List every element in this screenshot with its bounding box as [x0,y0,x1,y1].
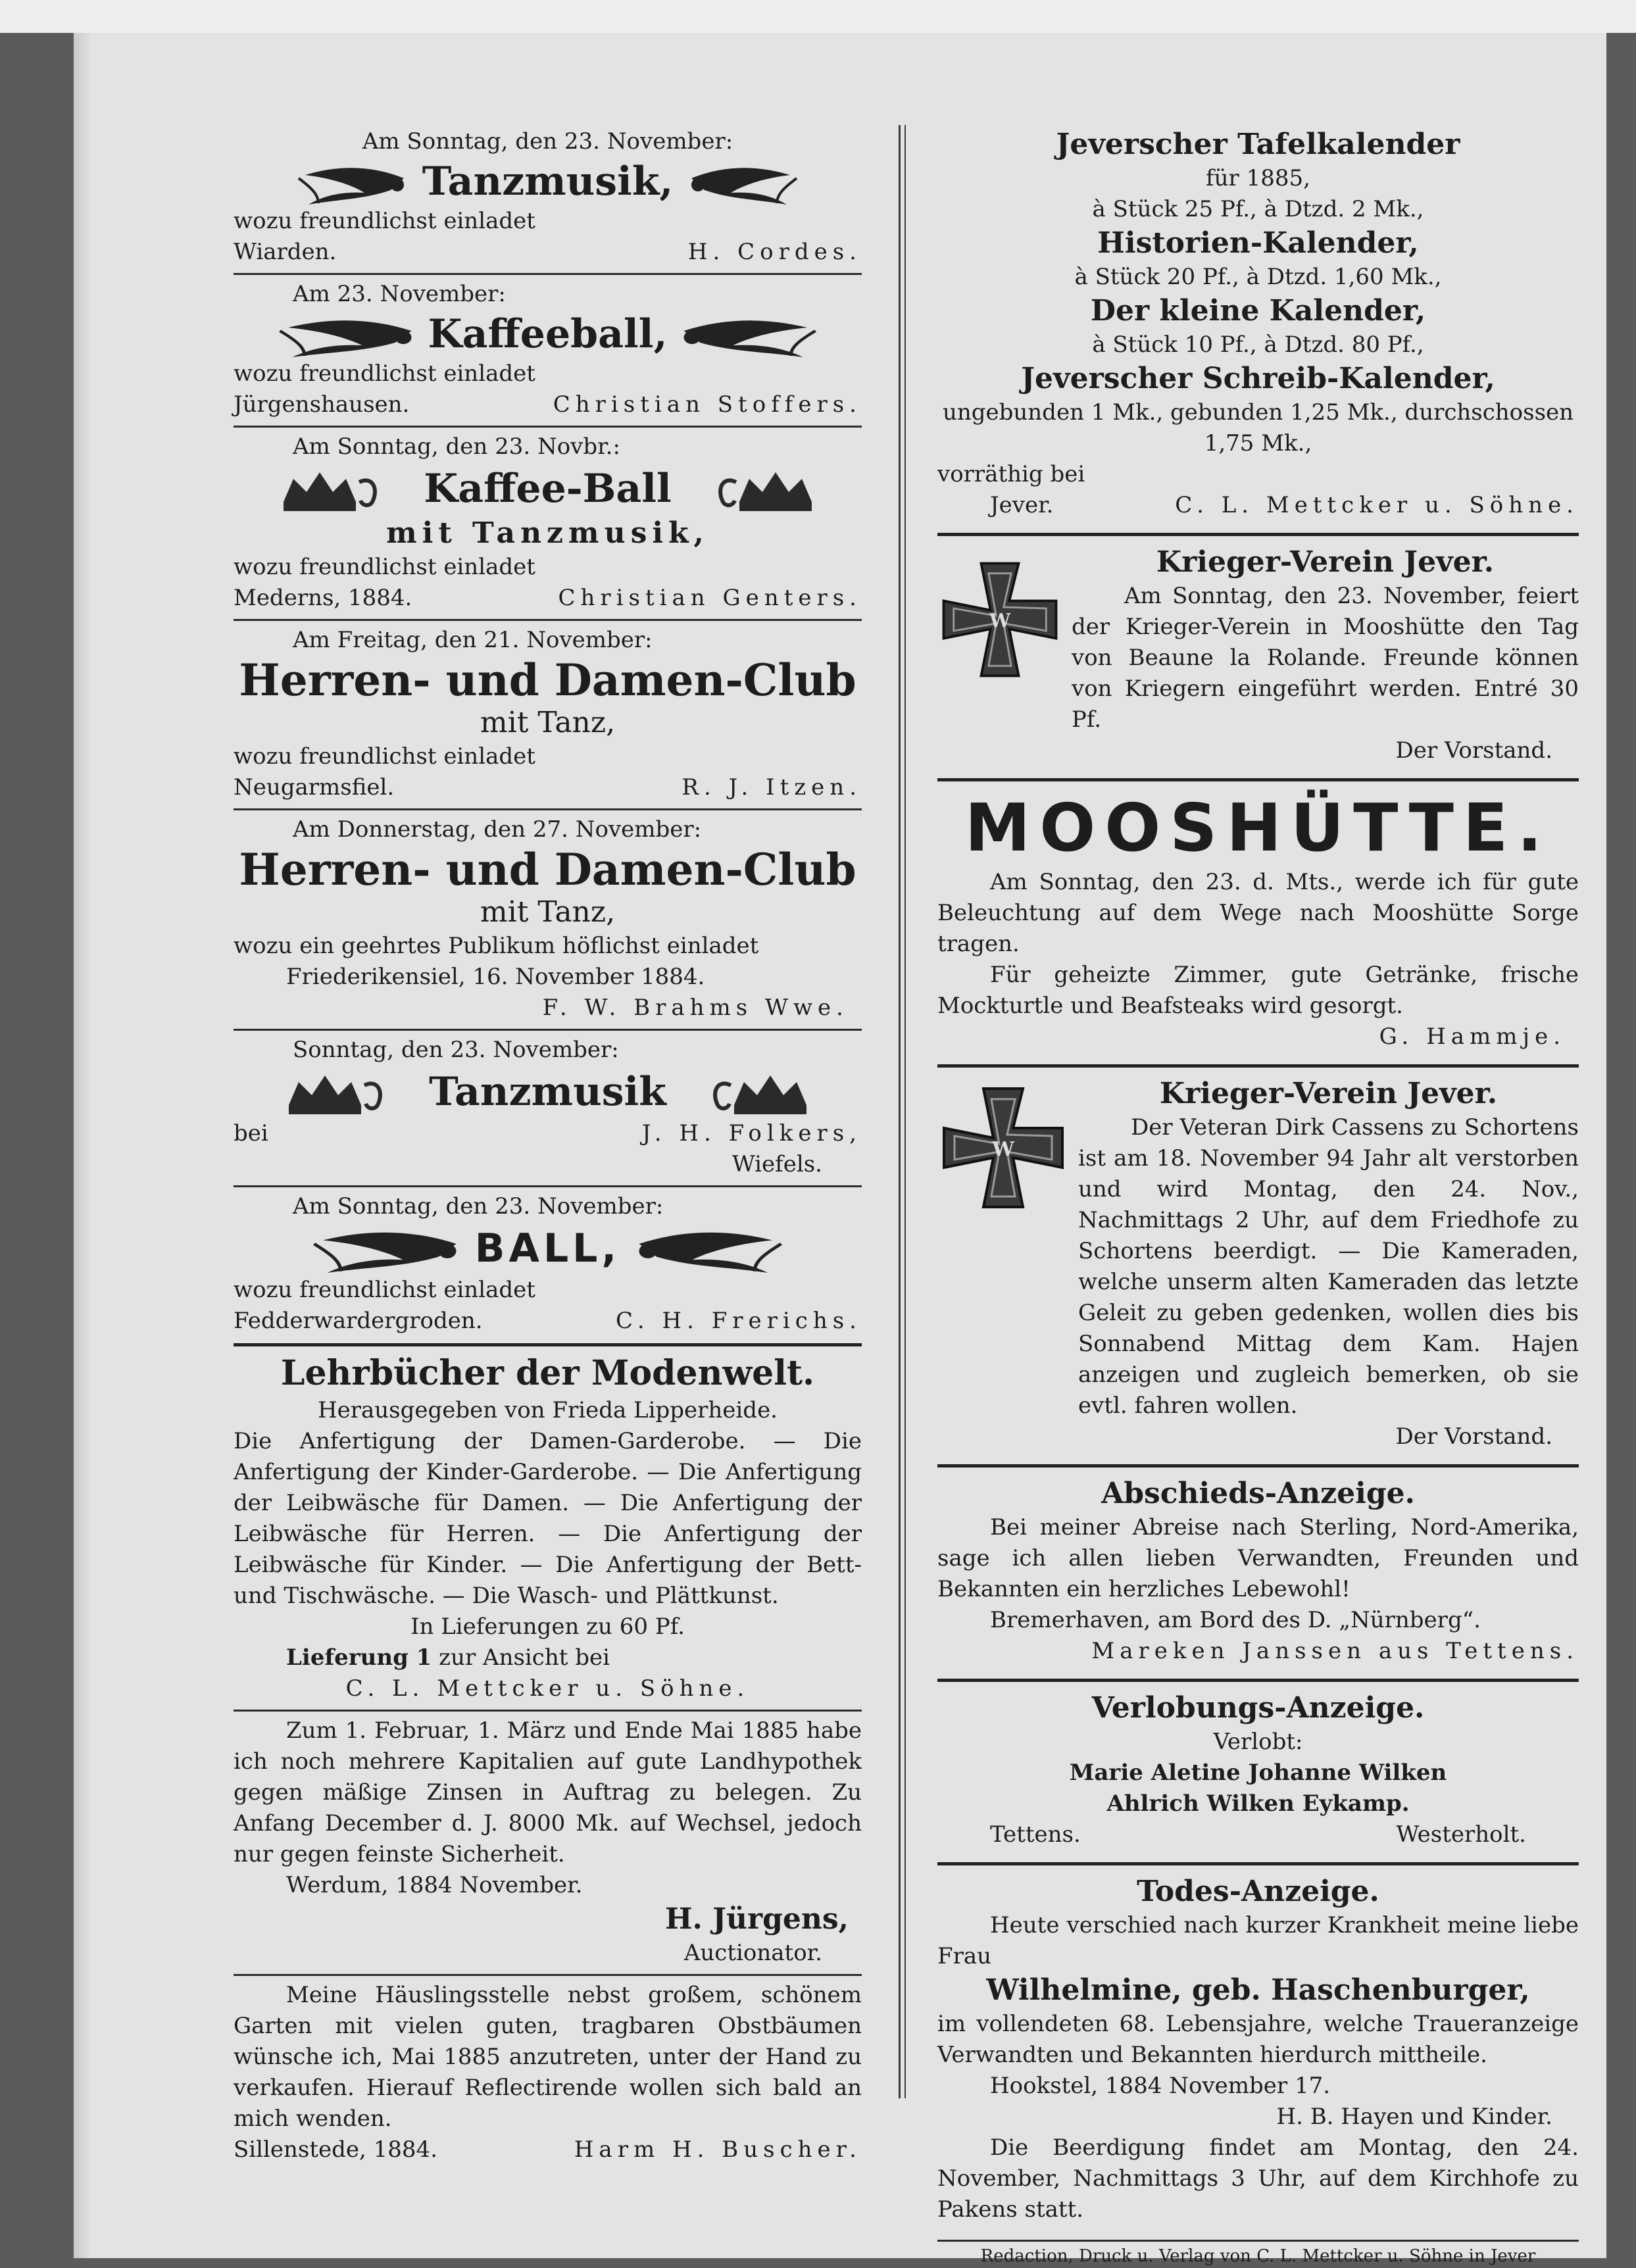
ad-place-2: Westerholt. [1396,1821,1526,1848]
ad-verlobung [937,1689,1579,1853]
calendar-place: Jever. [990,492,1054,518]
ad-host: Christian Genters. [558,585,862,611]
ad-place-1: Tettens. [990,1821,1081,1848]
leaf-ornament-icon [305,1222,463,1275]
ad-invite: wozu freundlichst einladet [234,743,535,770]
ad-sample-text: zur Ansicht bei [432,1644,610,1671]
ad-separator [234,619,862,621]
ad-date: Sonntag, den 23. November: [293,1037,619,1063]
ad-separator [234,808,862,810]
ad-title: Herren- und Damen-Club [239,654,856,706]
ad-mooshuette [937,788,1579,1055]
ad-host: Christian Stoffers. [553,391,862,418]
calendar-vendor: C. L. Mettcker u. Söhne. [1175,492,1579,518]
leaf-ornament-icon [272,311,416,357]
ad-title: Herren- und Damen-Club [239,844,856,895]
ad-title: Tanzmusik [429,1069,666,1115]
ad-invite: wozu ein geehrtes Publikum höflichst einladet [234,933,759,959]
leaf-ornament-icon [632,1222,790,1275]
ad-place: Hookstel, 1884 November 17. [990,2073,1331,2099]
ad-invite: wozu freundlichst einladet [234,1277,535,1303]
ad-separator [234,1185,862,1187]
ad-name: Harm H. Buscher. [574,2136,862,2163]
ad-sign: Der Vorstand. [1395,1423,1552,1450]
ad-deceased: Wilhelmine, geb. Haschenburger, [986,1973,1530,2007]
ad-abschied [937,1474,1579,1669]
ad-invite: wozu freundlichst einladet [234,208,535,234]
ad-sign: H. B. Hayen und Kinder. [1276,2104,1552,2130]
ad-bei: bei [234,1120,268,1146]
ad-subtitle: mit Tanzmusik, [386,516,709,550]
ad-body: Am Sonntag, den 23. November, feiert der Krieger-Verein in Mooshütte den Tag von Beaune la Rolande. Freunde können von Kriegern eingeführt werden. Entré 30 Pf. [1072,583,1579,733]
scan-top-margin [0,0,1636,33]
ad-name: H. Jürgens, [664,1902,849,1936]
ad-place: Neugarmsfiel. [234,774,395,801]
ad-date: Am Freitag, den 21. November: [293,627,653,653]
ad-title: Abschieds-Anzeige. [1101,1477,1415,1510]
ad-title: Verlobungs-Anzeige. [1091,1691,1425,1725]
ad-separator [234,273,862,275]
ad-body: Die Anfertigung der Damen-Garderobe. — Die Anfertigung der Kinder-Garderobe. — Die Anfertigung der Leibwäsche für Damen. — Die Anfertigung der Leibwäsche für Herren. — Die Anfertigung der Leibwäsche für Kinder. — Die Anfertigung der Bett- und Tischwäsche. — Die Wasch- und Plättkunst. [234,1428,862,1609]
calendar-title-2: Historien-Kalender, [1097,226,1419,260]
ad-separator [234,426,862,428]
calendar-title-1: Jeverscher Tafelkalender [1056,128,1460,161]
ad-editor: Herausgegeben von Frieda Lipperheide. [317,1397,778,1423]
ad-title: Kaffeeball, [428,311,668,357]
ad-sign: G. Hammje. [1379,1023,1566,1050]
ad-title: Todes-Anzeige. [1137,1875,1379,1908]
ad-date: Am Donnerstag, den 27. November: [293,816,702,843]
ad-place: Fedderwardergroden. [234,1308,483,1334]
ad-host: C. H. Frerichs. [616,1308,862,1334]
iron-cross-icon [937,557,1062,682]
ad-body: Heute verschied nach kurzer Krankheit meine liebe Frau [937,1912,1579,1969]
ad-club-friederikensiel [234,813,862,1026]
ad-lehrbuecher-modenwelt [234,1350,862,1707]
ad-host: R. J. Itzen. [682,774,862,801]
ad-title: MOOSHÜTTE. [964,789,1552,866]
ad-separator [937,778,1579,781]
ad-separator [937,2240,1579,2242]
ad-date: Am Sonntag, den 23. November: [293,1193,664,1220]
calendar-title-3: Der kleine Kalender, [1090,294,1426,328]
ad-body: im vollendeten 68. Lebensjahre, welche Traueranzeige Verwandten und Bekannten hierdurch mittheile. [937,2011,1579,2068]
ad-krieger-verein-2 [937,1074,1579,1455]
ad-invite: wozu freundlichst einladet [234,554,535,580]
ad-name-groom: Ahlrich Wilken Eykamp. [1106,1790,1410,1817]
calendar-stock: vorräthig bei [937,461,1085,487]
ad-tanzmusik-wiefels [234,1033,862,1183]
leaf-ornament-icon [292,159,410,205]
crown-ornament-icon [678,1066,810,1118]
ad-separator [234,1029,862,1031]
leaf-ornament-icon [685,159,803,205]
calendar-price: à Stück 20 Pf., à Dtzd. 1,60 Mk., [1074,264,1442,290]
ad-separator [937,533,1579,536]
ad-body: Für geheizte Zimmer, gute Getränke, frische Mockturtle und Beafsteaks wird gesorgt. [937,962,1579,1019]
ad-haeuslingsstelle-sillenstede [234,1979,862,2168]
ad-date: Am 23. November: [293,281,506,307]
ad-separator [937,1464,1579,1467]
ad-sign: Der Vorstand. [1395,737,1552,764]
ad-body: Meine Häuslingsstelle nebst großem, schönem Garten mit vielen guten, tragbaren Obstbäumen wünsche ich, Mai 1885 anzutreten, unter der Hand zu verkaufen. Hierauf Reflectirende wollen sich bald an mich wenden. [234,1982,862,2132]
calendar-title-4: Jeverscher Schreib-Kalender, [1021,362,1495,395]
ad-delivery: In Lieferungen zu 60 Pf. [410,1614,685,1640]
calendar-line: für 1885, [1206,165,1310,191]
ad-role: Auctionator. [683,1940,822,1966]
ad-name: Mareken Janssen aus Tettens. [1091,1638,1579,1664]
right-column [937,125,1579,2268]
calendar-price: ungebunden 1 Mk., gebunden 1,25 Mk., durchschossen [942,399,1574,426]
ad-title: Tanzmusik, [422,159,674,205]
calendar-price: à Stück 25 Pf., à Dtzd. 2 Mk., [1092,196,1424,222]
page-binding-shadow [74,33,92,2258]
calendar-price: 1,75 Mk., [1204,430,1312,456]
ad-host: F. W. Brahms Wwe. [542,995,849,1021]
ad-body: Zum 1. Februar, 1. März und Ende Mai 1885 habe ich noch mehrere Kapitalien auf gute Landhypothek gegen mäßige Zinsen in Auftrag zu belegen. Zu Anfang December d. J. 8000 Mk. auf Wechsel, jedoch nur gegen feinste Sicherheit. [234,1717,862,1867]
ad-host: H. Cordes. [687,239,862,265]
ad-krieger-verein-1 [937,543,1579,769]
ad-body: Bei meiner Abreise nach Sterling, Nord-Amerika, sage ich allen lieben Verwandten, Freunden und Bekannten ein herzliches Lebewohl! [937,1514,1579,1602]
ad-title: Lehrbücher der Modenwelt. [280,1353,815,1393]
ad-club-neugarmssiel [234,624,862,806]
ad-separator [937,1862,1579,1865]
ad-place: Werdum, 1884 November. [286,1872,583,1898]
crown-ornament-icon [285,1066,417,1118]
ad-sample-bold: Lieferung 1 [286,1644,432,1671]
ad-place: Friederikensiel, 16. November 1884. [286,964,705,990]
leaf-ornament-icon [679,311,824,357]
iron-cross-icon [937,1082,1069,1214]
ad-date: Am Sonntag, den 23. November: [362,128,733,155]
ad-ball-fedderwardergroden [234,1190,862,1339]
ad-subtitle: mit Tanz, [480,706,616,739]
ad-place: Sillenstede, 1884. [234,2136,438,2163]
column-divider [899,125,906,2098]
ad-title: Krieger-Verein Jever. [1156,545,1495,579]
ad-place: Mederns, 1884. [234,585,412,611]
ad-kapitalien-werdum [234,1714,862,1971]
ad-date: Am Sonntag, den 23. Novbr.: [293,433,620,460]
ad-subtitle: mit Tanz, [480,895,616,929]
ad-body: Die Beerdigung findet am Montag, den 24. November, Nachmittags 3 Uhr, auf dem Kirchhofe zu Pakens statt. [937,2134,1579,2223]
crown-ornament-icon [280,462,412,515]
ad-separator [234,1974,862,1976]
ad-host: J. H. Folkers, [641,1120,862,1146]
ad-kalender [937,125,1579,524]
ad-vendor: C. L. Mettcker u. Söhne. [345,1675,750,1702]
ad-title: BALL, [474,1225,621,1271]
ad-separator [937,1679,1579,1682]
ad-separator [234,1710,862,1712]
crown-ornament-icon [683,462,815,515]
ad-kaffee-ball-mederns [234,430,862,616]
ad-label: Verlobt: [1213,1729,1303,1755]
ad-place: Wiefels. [731,1151,822,1177]
ad-place: Bremerhaven, am Bord des D. „Nürnberg“. [990,1607,1481,1633]
calendar-price: à Stück 10 Pf., à Dtzd. 80 Pf., [1092,332,1424,358]
ad-body: Am Sonntag, den 23. d. Mts., werde ich für gute Beleuchtung auf dem Wege nach Mooshütte Sorge tragen. [937,869,1579,957]
ad-todesanzeige [937,1872,1579,2228]
ad-title: Krieger-Verein Jever. [1159,1077,1498,1110]
ad-invite: wozu freundlichst einladet [234,360,535,387]
ad-body: Der Veteran Dirk Cassens zu Schortens ist am 18. November 94 Jahr alt verstorben und wird Montag, den 24. Nov., Nachmittags 2 Uhr, auf dem Friedhofe zu Schortens beerdigt. — Die Kameraden, welche unserm alten Kameraden das letzte Geleit zu geben gedenken, wollen dies bis Sonnabend Mittag dem Kam. Hajen anzeigen und zugleich bemerken, ob sie evtl. fahren wollen. [1078,1114,1579,1419]
ad-place: Wiarden. [234,239,337,265]
ad-kaffeeball-juergenshausen [234,278,862,423]
ad-place: Jürgenshausen. [234,391,410,418]
left-column [234,125,862,2168]
imprint: Redaction, Druck u. Verlag von C. L. Mettcker u. Söhne in Jever [980,2246,1536,2266]
ad-title: Kaffee-Ball [424,466,672,512]
ad-separator [234,1343,862,1346]
ad-tanzmusik-wiarden [234,125,862,270]
ad-name-bride: Marie Aletine Johanne Wilken [1069,1760,1447,1786]
ad-separator [937,1064,1579,1068]
